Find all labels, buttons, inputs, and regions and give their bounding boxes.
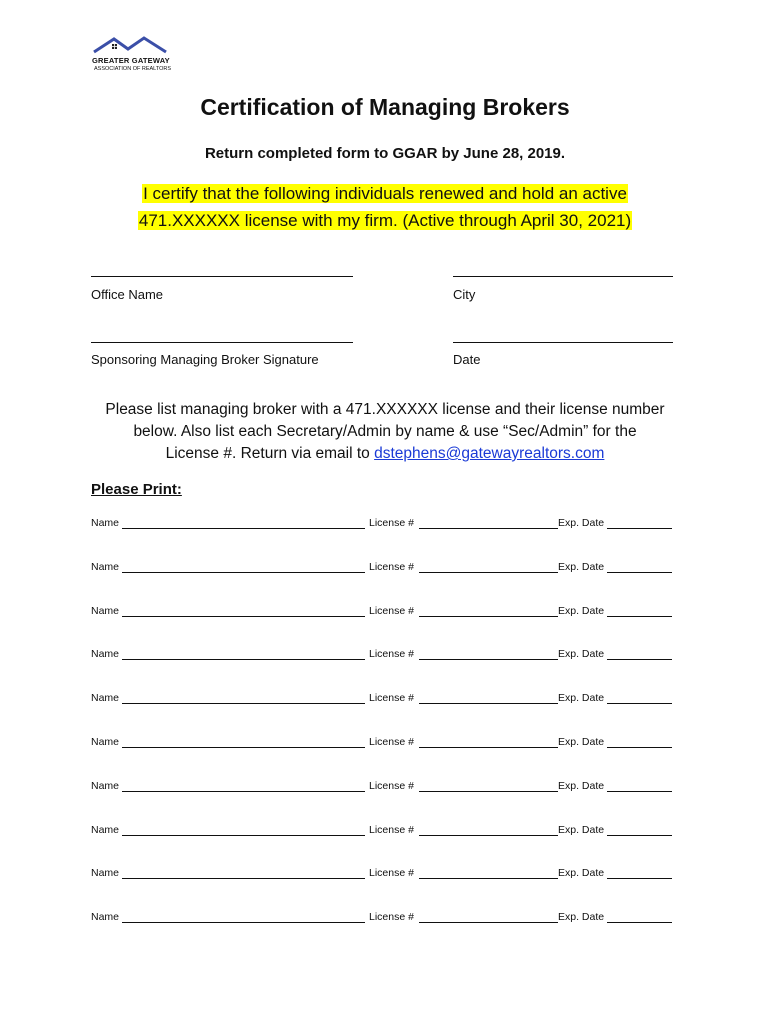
logo-line-2: ASSOCIATION OF REALTORS	[94, 66, 172, 72]
city-field[interactable]	[453, 276, 673, 277]
exp-date-field[interactable]	[607, 922, 672, 923]
name-label: Name	[91, 867, 120, 880]
certification-statement	[0, 180, 770, 234]
city-label: City	[453, 287, 476, 302]
exp-date-label: Exp. Date	[558, 736, 605, 748]
name-label: Name	[91, 648, 120, 661]
exp-date-field[interactable]	[607, 878, 672, 879]
name-label: Name	[91, 779, 120, 792]
name-label: Name	[91, 517, 120, 529]
certification-line-1: I certify that the following individuals renewed and hold an active	[143, 184, 627, 203]
exp-date-label: Exp. Date	[558, 823, 605, 836]
license-field[interactable]	[419, 528, 558, 529]
instructions-line-3: License #. Return via email to	[165, 445, 375, 462]
office-name-label: Office Name	[91, 287, 164, 302]
name-label: Name	[91, 692, 120, 705]
exp-date-field[interactable]	[607, 747, 672, 748]
license-label: License #	[369, 648, 414, 661]
broker-row	[91, 605, 691, 621]
please-print-heading: Please Print:	[91, 481, 182, 498]
exp-date-field[interactable]	[607, 703, 672, 704]
license-label: License #	[369, 911, 414, 924]
broker-row	[91, 824, 691, 840]
ggar-logo	[88, 36, 172, 80]
date-label: Date	[453, 352, 481, 367]
certification-line-2: 471.XXXXXX license with my firm. (Active through April 30, 2021)	[138, 211, 632, 230]
name-field[interactable]	[122, 878, 365, 879]
name-field[interactable]	[122, 835, 365, 836]
broker-row	[91, 517, 691, 533]
exp-date-field[interactable]	[607, 572, 672, 573]
return-deadline: Return completed form to GGAR by June 28, 2019.	[204, 145, 566, 162]
name-field[interactable]	[122, 616, 365, 617]
signature-field[interactable]	[91, 342, 353, 343]
license-field[interactable]	[419, 835, 558, 836]
license-field[interactable]	[419, 616, 558, 617]
license-field[interactable]	[419, 747, 558, 748]
exp-date-label: Exp. Date	[558, 779, 605, 792]
license-field[interactable]	[419, 659, 558, 660]
license-field[interactable]	[419, 572, 558, 573]
exp-date-field[interactable]	[607, 616, 672, 617]
office-name-field[interactable]	[91, 276, 353, 277]
broker-row	[91, 867, 691, 883]
broker-row	[91, 648, 691, 664]
license-label: License #	[369, 779, 414, 792]
license-field[interactable]	[419, 791, 558, 792]
name-field[interactable]	[122, 791, 365, 792]
exp-date-field[interactable]	[607, 791, 672, 792]
house-roof-icon	[88, 36, 172, 58]
license-field[interactable]	[419, 878, 558, 879]
broker-row	[91, 561, 691, 577]
name-field[interactable]	[122, 659, 365, 660]
license-label: License #	[369, 736, 414, 748]
name-field[interactable]	[122, 528, 365, 529]
name-label: Name	[91, 604, 120, 617]
name-label: Name	[91, 560, 120, 573]
name-field[interactable]	[122, 572, 365, 573]
exp-date-label: Exp. Date	[558, 517, 605, 529]
date-field[interactable]	[453, 342, 673, 343]
broker-row	[91, 692, 691, 708]
email-link[interactable]: dstephens@gatewayrealtors.com	[374, 445, 605, 462]
logo-line-1: GREATER GATEWAY	[92, 56, 170, 65]
license-label: License #	[369, 692, 414, 705]
signature-label: Sponsoring Managing Broker Signature	[91, 352, 319, 367]
name-label: Name	[91, 823, 120, 836]
license-label: License #	[369, 823, 414, 836]
exp-date-label: Exp. Date	[558, 692, 605, 705]
exp-date-label: Exp. Date	[558, 648, 605, 661]
exp-date-field[interactable]	[607, 528, 672, 529]
instructions	[80, 399, 690, 465]
exp-date-label: Exp. Date	[558, 911, 605, 924]
exp-date-field[interactable]	[607, 835, 672, 836]
license-label: License #	[369, 560, 414, 573]
license-label: License #	[369, 604, 414, 617]
exp-date-label: Exp. Date	[558, 560, 605, 573]
license-field[interactable]	[419, 922, 558, 923]
exp-date-label: Exp. Date	[558, 867, 605, 880]
instructions-line-2: below. Also list each Secretary/Admin by name & use “Sec/Admin” for the	[133, 423, 637, 440]
broker-row	[91, 911, 691, 927]
name-field[interactable]	[122, 922, 365, 923]
name-field[interactable]	[122, 747, 365, 748]
instructions-line-1: Please list managing broker with a 471.XXXXXX license and their license number	[105, 401, 665, 418]
license-label: License #	[369, 867, 414, 880]
exp-date-label: Exp. Date	[558, 604, 605, 617]
name-label: Name	[91, 736, 120, 748]
license-label: License #	[369, 517, 414, 529]
name-label: Name	[91, 911, 120, 924]
name-field[interactable]	[122, 703, 365, 704]
page-title: Certification of Managing Brokers	[200, 94, 570, 120]
exp-date-field[interactable]	[607, 659, 672, 660]
broker-row	[91, 736, 691, 752]
license-field[interactable]	[419, 703, 558, 704]
broker-row	[91, 780, 691, 796]
